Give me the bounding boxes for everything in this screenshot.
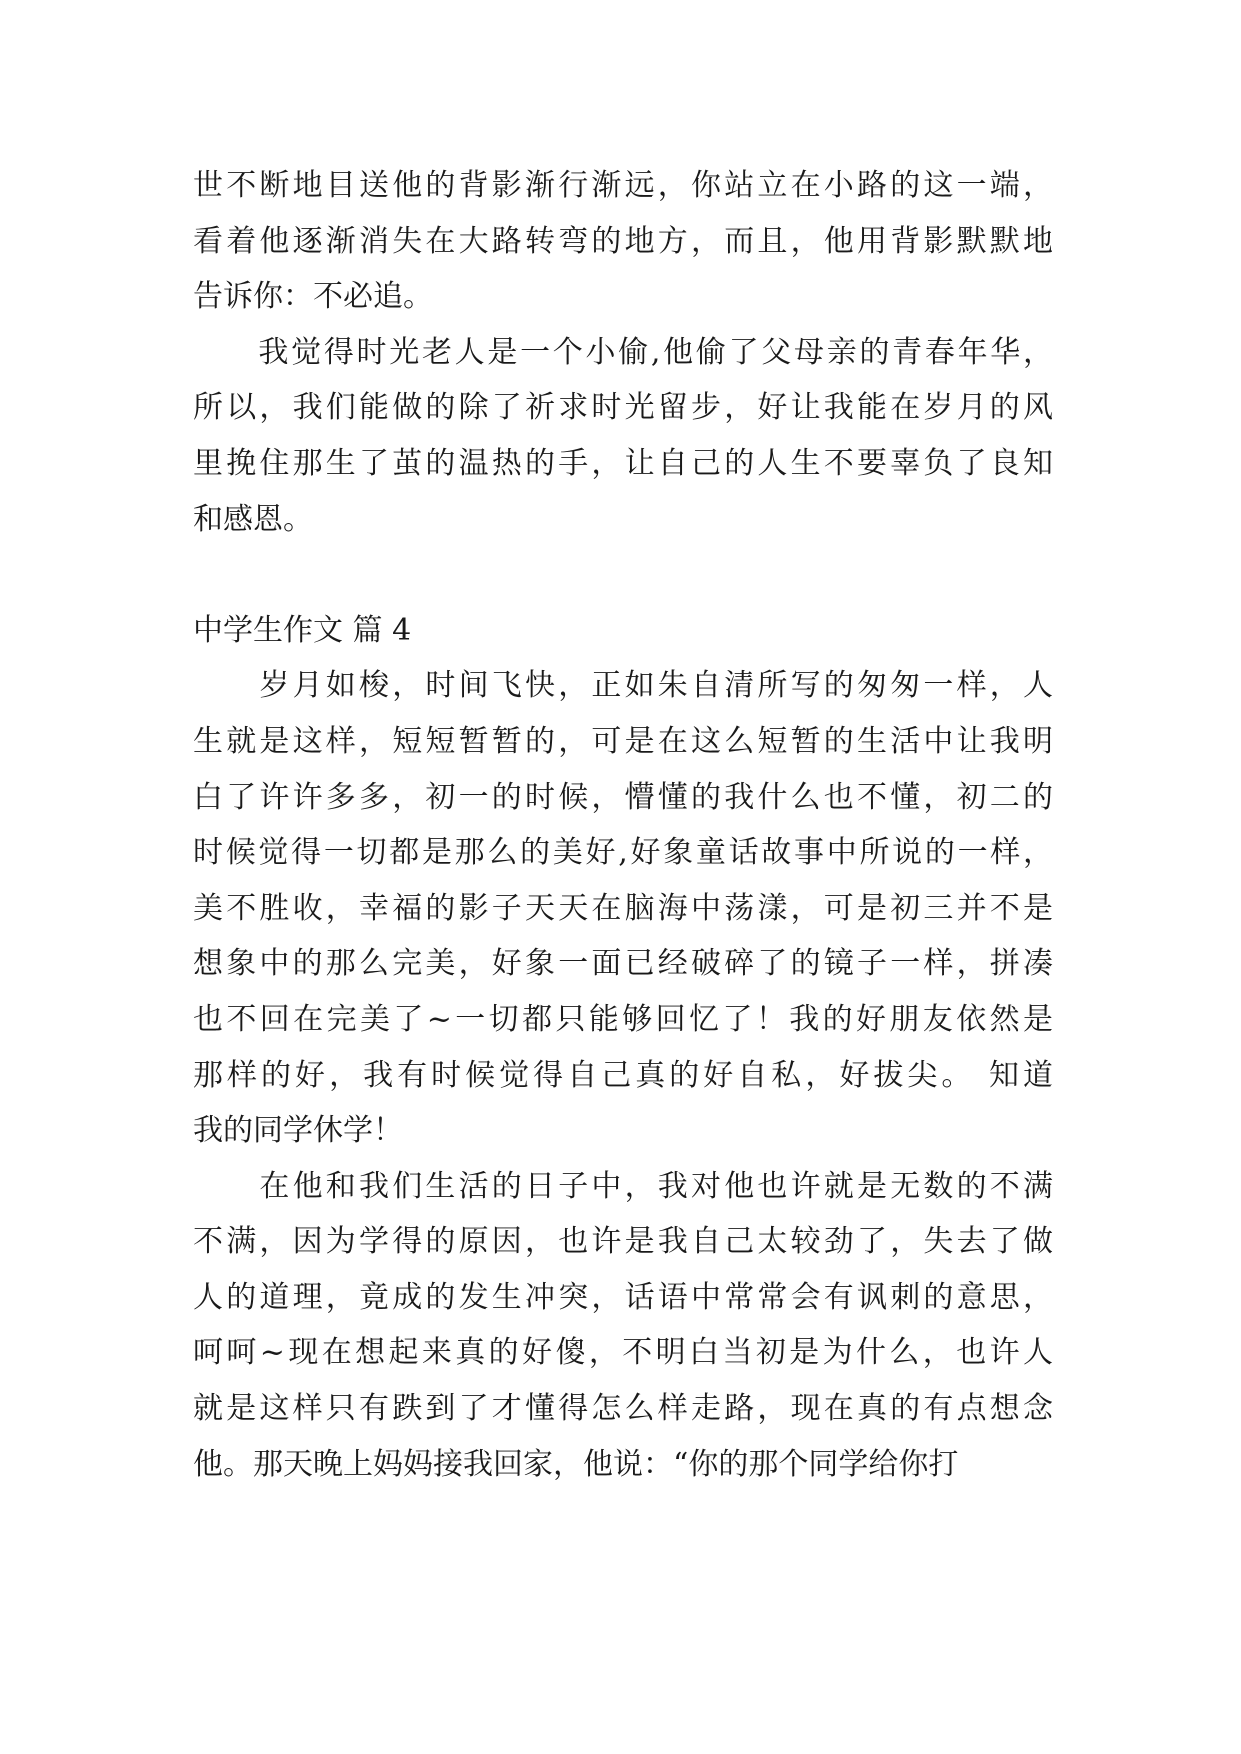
text-line: 在他和我们生活的日子中，我对他也许就是无数的不满 — [193, 1168, 1053, 1204]
text-line: 和感恩。 — [193, 501, 313, 537]
text-line: 生就是这样，短短暂暂的，可是在这么短暂的生活中让我明 — [193, 723, 1053, 759]
text-line: 也不回在完美了~一切都只能够回忆了！我的好朋友依然是 — [193, 1001, 1053, 1037]
text-line: 时候觉得一切都是那么的美好,好象童话故事中所说的一样， — [193, 835, 1053, 871]
text-line: 白了许许多多，初一的时候，懵懂的我什么也不懂，初二的 — [193, 779, 1053, 815]
text-line: 里挽住那生了茧的温热的手，让自己的人生不要辜负了良知 — [193, 445, 1053, 481]
text-line: 岁月如梭，时间飞快，正如朱自清所写的匆匆一样，人 — [193, 668, 1053, 704]
text-line: 呵呵~现在想起来真的好傻，不明白当初是为什么，也许人 — [193, 1335, 1053, 1371]
paragraph-4 — [193, 1159, 1053, 1493]
text-line: 我觉得时光老人是一个小偷,他偷了父母亲的青春年华， — [193, 334, 1053, 370]
text-line: 美不胜收，幸福的影子天天在脑海中荡漾，可是初三并不是 — [193, 890, 1053, 926]
blank-line — [193, 547, 1053, 603]
text-line: 告诉你：不必追。 — [193, 279, 433, 315]
text-line: 人的道理，竟成的发生冲突，话语中常常会有讽刺的意思， — [193, 1279, 1053, 1315]
section-heading: 中学生作文 篇 4 — [193, 612, 412, 648]
text-line: 世不断地目送他的背影渐行渐远，你站立在小路的这一端， — [193, 168, 1053, 203]
paragraph-2 — [193, 325, 1053, 547]
document-page — [193, 158, 1053, 1492]
text-line: 他。那天晚上妈妈接我回家，他说：“你的那个同学给你打 — [193, 1446, 959, 1482]
text-line: 我的同学休学！ — [193, 1113, 403, 1149]
text-line: 那样的好，我有时候觉得自己真的好自私，好拔尖。 知道 — [193, 1057, 1053, 1093]
text-line: 看着他逐渐消失在大路转弯的地方，而且，他用背影默默地 — [193, 223, 1053, 259]
text-line: 所以，我们能做的除了祈求时光留步，好让我能在岁月的风 — [193, 390, 1053, 426]
text-line: 就是这样只有跌到了才懂得怎么样走路，现在真的有点想念 — [193, 1391, 1053, 1427]
paragraph-1 — [193, 158, 1053, 325]
paragraph-3 — [193, 658, 1053, 1158]
text-line: 不满，因为学得的原因，也许是我自己太较劲了，失去了做 — [193, 1224, 1053, 1260]
text-line: 想象中的那么完美，好象一面已经破碎了的镜子一样，拼凑 — [193, 946, 1053, 982]
